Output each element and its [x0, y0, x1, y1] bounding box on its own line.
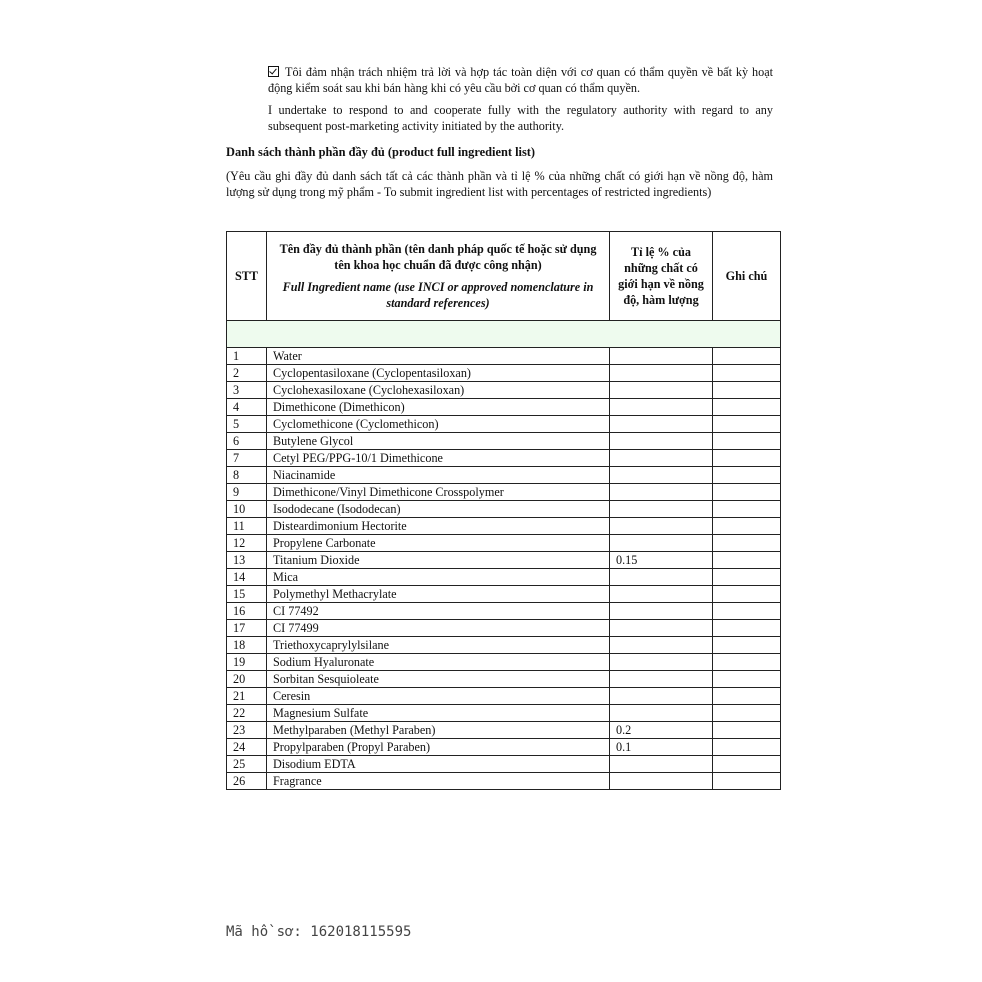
table-row: [227, 739, 781, 756]
table-row: [227, 586, 781, 603]
row-note: [713, 484, 781, 501]
table-row: [227, 501, 781, 518]
row-percent: [610, 484, 713, 501]
table-row: [227, 467, 781, 484]
table-row: [227, 637, 781, 654]
row-stt: 9: [227, 484, 267, 501]
row-note: [713, 365, 781, 382]
row-stt: 18: [227, 637, 267, 654]
row-ingredient-name: Polymethyl Methacrylate: [267, 586, 610, 603]
section-note: (Yêu cầu ghi đầy đủ danh sách tất cả các thành phần và tỉ lệ % của những chất có giới hạn về nồng độ, hàm lượng sử dụng trong mỹ phẩm - To submit ingredient list with percentages of restricted ingredients): [226, 169, 773, 199]
row-ingredient-name: Water: [267, 348, 610, 365]
row-note: [713, 552, 781, 569]
row-ingredient-name: Propylene Carbonate: [267, 535, 610, 552]
ingredient-table: [226, 231, 781, 790]
row-ingredient-name: Cyclohexasiloxane (Cyclohexasiloxan): [267, 382, 610, 399]
row-stt: 21: [227, 688, 267, 705]
row-note: [713, 535, 781, 552]
row-percent: [610, 433, 713, 450]
row-note: [713, 688, 781, 705]
row-stt: 25: [227, 756, 267, 773]
table-row: [227, 620, 781, 637]
header-percent: Tỉ lệ % của những chất có giới hạn về nồng độ, hàm lượng: [610, 232, 713, 321]
row-ingredient-name: Butylene Glycol: [267, 433, 610, 450]
row-ingredient-name: Niacinamide: [267, 467, 610, 484]
row-percent: [610, 671, 713, 688]
pledge-vi-text: Tôi đảm nhận trách nhiệm trả lời và hợp tác toàn diện với cơ quan có thẩm quyền về bất kỳ hoạt động kiểm soát sau khi bán hàng khi có yêu cầu bởi cơ quan có thẩm quyền.: [268, 65, 773, 95]
row-ingredient-name: Cyclomethicone (Cyclomethicon): [267, 416, 610, 433]
row-stt: 17: [227, 620, 267, 637]
row-percent: [610, 348, 713, 365]
row-stt: 13: [227, 552, 267, 569]
row-note: [713, 518, 781, 535]
row-ingredient-name: Disodium EDTA: [267, 756, 610, 773]
row-percent: [610, 450, 713, 467]
row-ingredient-name: Ceresin: [267, 688, 610, 705]
table-row: [227, 722, 781, 739]
table-header-row: [227, 232, 781, 321]
row-note: [713, 637, 781, 654]
row-ingredient-name: Fragrance: [267, 773, 610, 790]
table-row: [227, 773, 781, 790]
table-header-band: [227, 321, 781, 348]
row-ingredient-name: Sorbitan Sesquioleate: [267, 671, 610, 688]
row-note: [713, 654, 781, 671]
row-stt: 3: [227, 382, 267, 399]
row-stt: 14: [227, 569, 267, 586]
row-note: [713, 620, 781, 637]
row-note: [713, 756, 781, 773]
row-percent: [610, 756, 713, 773]
row-ingredient-name: Mica: [267, 569, 610, 586]
row-note: [713, 348, 781, 365]
row-ingredient-name: Titanium Dioxide: [267, 552, 610, 569]
row-percent: [610, 654, 713, 671]
pledge-en: I undertake to respond to and cooperate fully with the regulatory authority with regard to any subsequent post-marketing activity initiated by the authority.: [268, 103, 773, 133]
row-stt: 20: [227, 671, 267, 688]
row-percent: [610, 365, 713, 382]
row-stt: 19: [227, 654, 267, 671]
table-row: [227, 382, 781, 399]
table-row: [227, 450, 781, 467]
table-row: [227, 416, 781, 433]
row-ingredient-name: CI 77492: [267, 603, 610, 620]
row-ingredient-name: Cyclopentasiloxane (Cyclopentasiloxan): [267, 365, 610, 382]
pledge-vi: [268, 64, 773, 96]
row-stt: 6: [227, 433, 267, 450]
row-stt: 2: [227, 365, 267, 382]
row-percent: [610, 569, 713, 586]
row-stt: 8: [227, 467, 267, 484]
table-row: [227, 671, 781, 688]
row-percent: [610, 637, 713, 654]
table-row: [227, 399, 781, 416]
row-note: [713, 450, 781, 467]
row-note: [713, 705, 781, 722]
row-ingredient-name: Dimethicone (Dimethicon): [267, 399, 610, 416]
table-row: [227, 603, 781, 620]
row-percent: [610, 586, 713, 603]
row-percent: 0.1: [610, 739, 713, 756]
row-percent: [610, 688, 713, 705]
row-note: [713, 739, 781, 756]
table-row: [227, 348, 781, 365]
row-ingredient-name: Magnesium Sulfate: [267, 705, 610, 722]
pledge-block: [268, 64, 773, 134]
row-stt: 7: [227, 450, 267, 467]
header-band-cell: [227, 321, 781, 348]
row-percent: [610, 705, 713, 722]
table-row: [227, 484, 781, 501]
row-percent: [610, 535, 713, 552]
row-note: [713, 722, 781, 739]
file-code: Mã hồ sơ: 162018115595: [226, 924, 412, 940]
table-row: [227, 365, 781, 382]
row-note: [713, 382, 781, 399]
row-stt: 26: [227, 773, 267, 790]
row-percent: [610, 501, 713, 518]
header-name-en: Full Ingredient name (use INCI or approved nomenclature in standard references): [282, 280, 594, 310]
row-ingredient-name: Methylparaben (Methyl Paraben): [267, 722, 610, 739]
table-row: [227, 756, 781, 773]
table-row: [227, 518, 781, 535]
row-stt: 12: [227, 535, 267, 552]
row-note: [713, 603, 781, 620]
row-stt: 24: [227, 739, 267, 756]
table-row: [227, 705, 781, 722]
row-percent: [610, 518, 713, 535]
row-ingredient-name: Cetyl PEG/PPG-10/1 Dimethicone: [267, 450, 610, 467]
row-note: [713, 773, 781, 790]
row-note: [713, 433, 781, 450]
header-note: Ghi chú: [713, 232, 781, 321]
row-percent: [610, 416, 713, 433]
row-ingredient-name: CI 77499: [267, 620, 610, 637]
row-stt: 10: [227, 501, 267, 518]
row-note: [713, 399, 781, 416]
section-heading: Danh sách thành phần đầy đủ (product full ingredient list): [226, 145, 536, 159]
row-note: [713, 467, 781, 484]
row-stt: 16: [227, 603, 267, 620]
table-row: [227, 535, 781, 552]
table-row: [227, 654, 781, 671]
row-percent: 0.2: [610, 722, 713, 739]
row-note: [713, 671, 781, 688]
row-note: [713, 501, 781, 518]
row-stt: 5: [227, 416, 267, 433]
row-stt: 22: [227, 705, 267, 722]
row-ingredient-name: Dimethicone/Vinyl Dimethicone Crosspolymer: [267, 484, 610, 501]
header-ingredient-name: [267, 232, 610, 321]
checked-box-icon: [268, 66, 279, 77]
row-stt: 4: [227, 399, 267, 416]
row-percent: [610, 603, 713, 620]
row-stt: 1: [227, 348, 267, 365]
row-stt: 11: [227, 518, 267, 535]
row-percent: [610, 620, 713, 637]
row-note: [713, 586, 781, 603]
row-percent: [610, 467, 713, 484]
row-percent: [610, 382, 713, 399]
row-percent: [610, 773, 713, 790]
row-stt: 23: [227, 722, 267, 739]
table-row: [227, 433, 781, 450]
row-note: [713, 569, 781, 586]
row-ingredient-name: Propylparaben (Propyl Paraben): [267, 739, 610, 756]
row-ingredient-name: Isododecane (Isododecan): [267, 501, 610, 518]
row-ingredient-name: Triethoxycaprylylsilane: [267, 637, 610, 654]
row-note: [713, 416, 781, 433]
row-ingredient-name: Sodium Hyaluronate: [267, 654, 610, 671]
row-stt: 15: [227, 586, 267, 603]
header-stt: STT: [227, 232, 267, 321]
row-ingredient-name: Disteardimonium Hectorite: [267, 518, 610, 535]
table-row: [227, 569, 781, 586]
table-row: [227, 552, 781, 569]
row-percent: 0.15: [610, 552, 713, 569]
header-name-vi: Tên đầy đủ thành phần (tên danh pháp quốc tế hoặc sử dụng tên khoa học chuẩn đã được công nhận): [279, 242, 597, 272]
table-row: [227, 688, 781, 705]
row-percent: [610, 399, 713, 416]
